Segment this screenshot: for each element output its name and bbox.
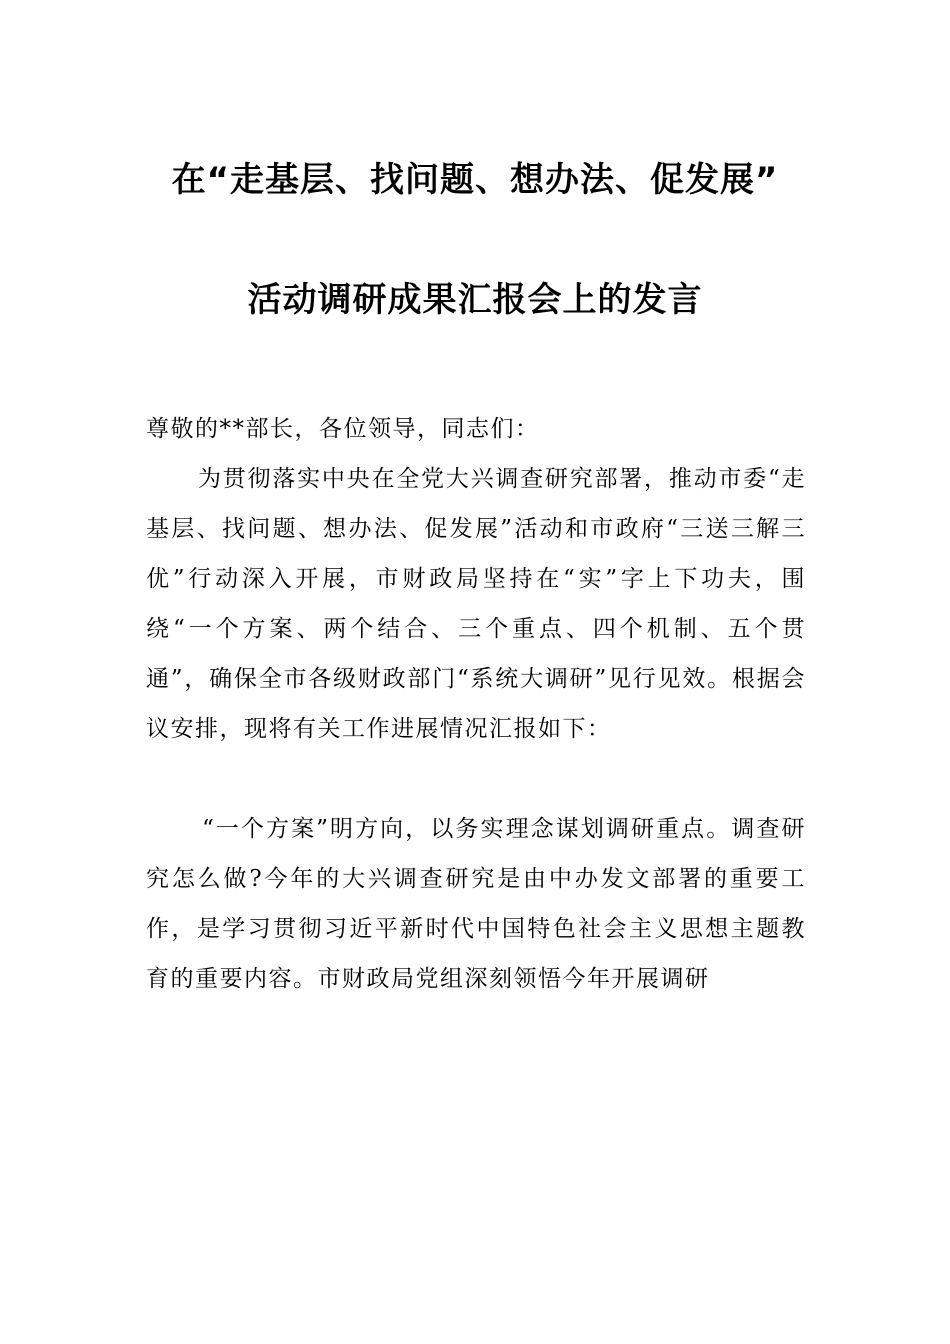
paragraph-2: “一个方案”明方向，以务实理念谋划调研重点。调查研究怎么做?今年的大兴调查研究是由中办发文部署的重要工作，是学习贯彻习近平新时代中国特色社会主义思想主题教育的重要内容。市财政局党组深刻领悟今年开展调研 xyxy=(146,816,806,992)
paragraph-1: 为贯彻落实中央在全党大兴调查研究部署，推动市委“走基层、找问题、想办法、促发展”活动和市政府“三送三解三优”行动深入开展，市财政局坚持在“实”字上下功夫，围绕“一个方案、两个结合、三个重点、四个机制、五个贯通”，确保全市各级财政部门“系统大调研”见行见效。根据会议安排，现将有关工作进展情况汇报如下： xyxy=(146,466,806,742)
document-title-line-1: 在“走基层、找问题、想办法、促发展” xyxy=(171,160,779,200)
salutation: 尊敬的**部长，各位领导，同志们： xyxy=(146,416,540,442)
document-title-line-2: 活动调研成果汇报会上的发言 xyxy=(247,280,703,320)
